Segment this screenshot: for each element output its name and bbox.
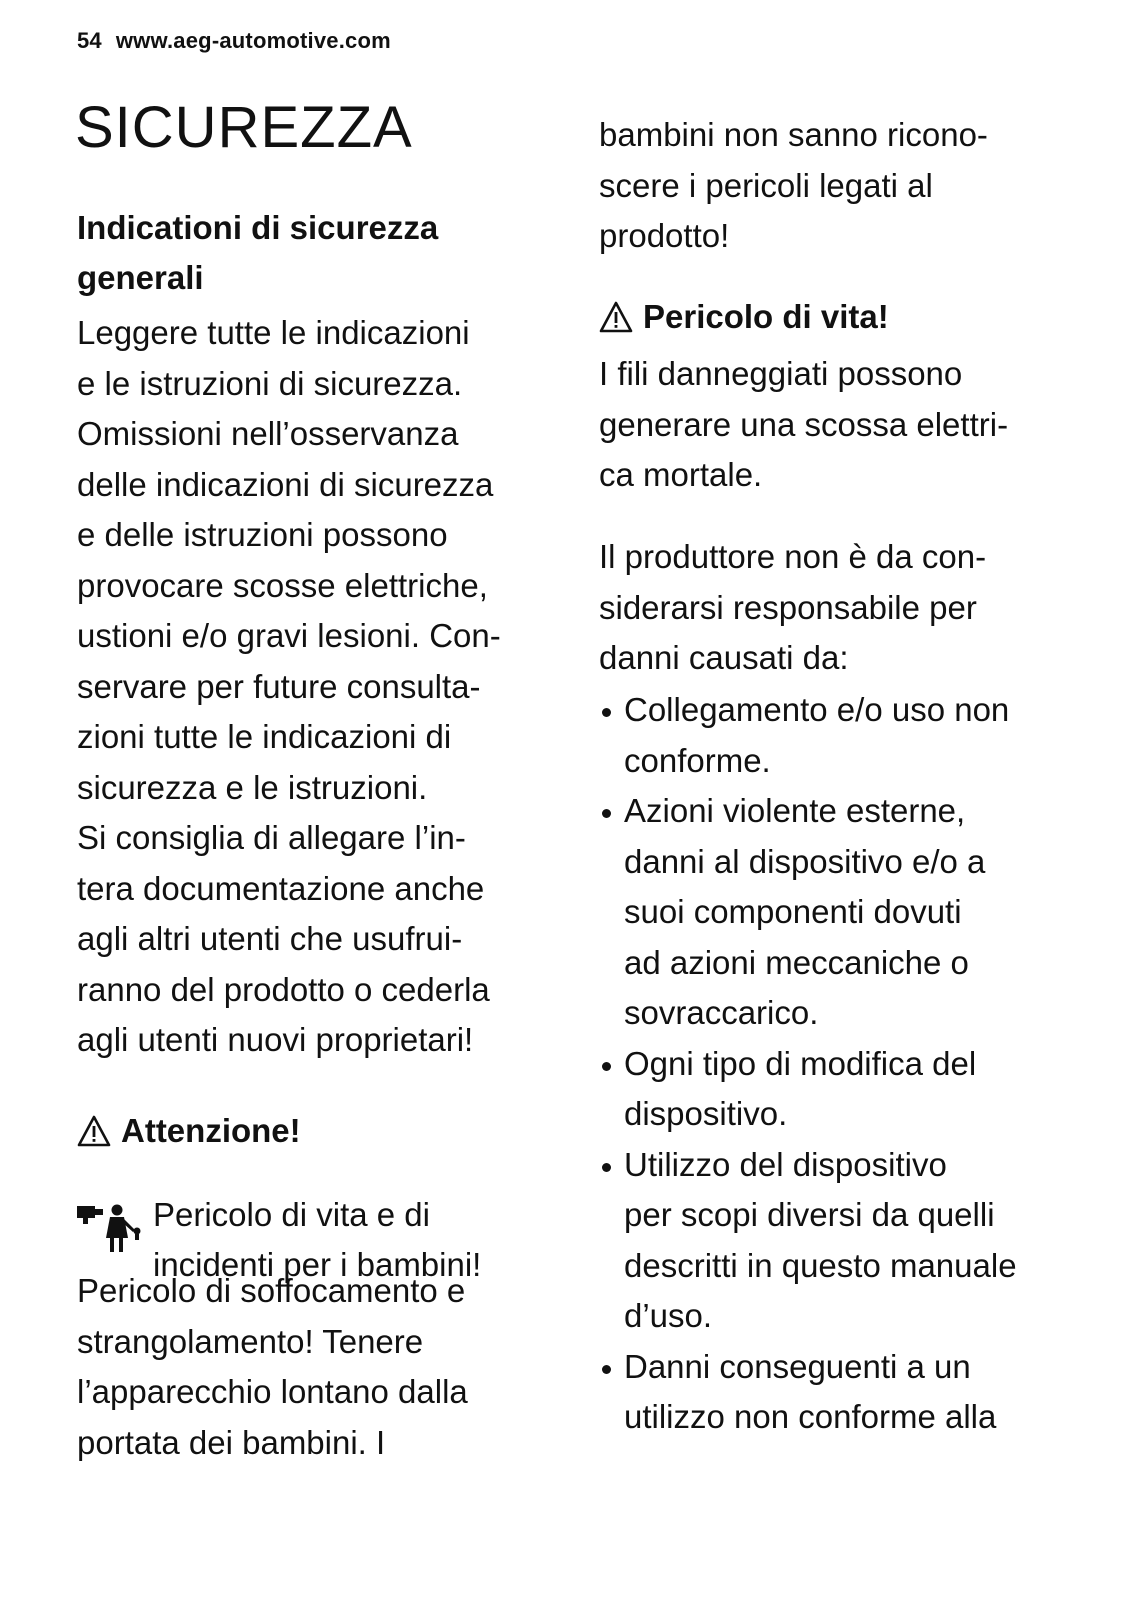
bullet-list (599, 685, 1079, 1443)
text-line: e delle istruzioni possono (77, 516, 448, 553)
paragraph-continued (599, 110, 1079, 262)
text-line: Il produttore non è da con- (599, 538, 987, 575)
list-item (599, 786, 1079, 1039)
paragraph-liability (599, 532, 1079, 684)
header-url: www.aeg-automotive.com (115, 28, 391, 53)
list-item (599, 1140, 1079, 1342)
text-line: tera documentazione anche (77, 869, 485, 907)
paragraph-documentation (77, 813, 557, 1066)
list-item (599, 685, 1079, 786)
section-heading (77, 203, 557, 303)
text-line: bambini non sanno ricono- (599, 116, 988, 153)
paragraph-wires (599, 349, 1079, 501)
text-line: e le istruzioni di sicurezza. (77, 364, 463, 402)
list-item-line: ad azioni meccaniche o (624, 943, 969, 981)
text-line: l’apparecchio lontano dalla (77, 1373, 468, 1410)
text-line: generali (77, 259, 204, 296)
text-line: ca mortale. (599, 456, 763, 493)
text-line: Leggere tutte le indicazioni (77, 314, 470, 351)
warning-attention-heading (77, 1106, 557, 1157)
list-item-line: Danni conseguenti a un (624, 1347, 971, 1385)
list-item-line: dispositivo. (624, 1095, 788, 1132)
list-item-line: utilizzo non conforme alla (624, 1398, 997, 1435)
text-line: generare una scossa elettri- (599, 405, 1009, 443)
text-line: ustioni e/o gravi lesioni. Con- (77, 617, 501, 654)
list-item (599, 1039, 1079, 1140)
text-line: I fili danneggiati possono (599, 355, 963, 392)
text-line: Omissioni nell’osservanza (77, 415, 459, 452)
text-line: scere i pericoli legati al (599, 166, 933, 204)
text-line: ranno del prodotto o cederla (77, 970, 490, 1008)
text-line: portata dei bambini. I (77, 1423, 386, 1461)
warning-danger-heading (599, 292, 1079, 343)
paragraph-intro (77, 308, 557, 813)
list-item-line: Utilizzo del dispositivo (624, 1145, 947, 1183)
list-item-line: Ogni tipo di modifica del (624, 1044, 977, 1082)
list-item-line: descritti in questo manuale (624, 1246, 1017, 1284)
text-line: servare per future consulta- (77, 667, 481, 705)
paragraph-children (77, 1266, 557, 1468)
text-line: zioni tutte le indicazioni di (77, 718, 452, 755)
text-line: delle indicazioni di sicurezza (77, 465, 494, 503)
text-line: siderarsi responsabile per (599, 588, 977, 626)
page-number: 54 (77, 28, 102, 53)
text-line: provocare scosse elettriche, (77, 566, 488, 604)
text-line: Pericolo di vita e di (153, 1196, 430, 1233)
text-line: Si consiglia di allegare l’in- (77, 819, 466, 856)
text-line: Indicationi di sicurezza (77, 209, 439, 246)
warning-danger (599, 292, 1079, 343)
list-item-line: conforme. (624, 741, 771, 779)
warning-attention (77, 1106, 557, 1157)
list-item (599, 1342, 1079, 1443)
list-item-line: sovraccarico. (624, 994, 819, 1031)
list-item-line: per scopi diversi da quelli (624, 1196, 995, 1233)
text-line: danni causati da: (599, 639, 849, 676)
text-line: sicurezza e le istruzioni. (77, 768, 428, 806)
text-line: agli utenti nuovi proprietari! (77, 1021, 474, 1058)
list-item-line: Collegamento e/o uso non (624, 691, 1010, 728)
text-line: agli altri utenti che usufrui- (77, 920, 463, 957)
list-item-line: danni al dispositivo e/o a (624, 842, 986, 880)
warning-danger-label: Pericolo di vita! (643, 298, 889, 335)
page-title: SICUREZZA (75, 95, 413, 160)
warning-triangle-icon (599, 301, 633, 333)
list-item-line: d’uso. (624, 1297, 713, 1334)
list-item-line: suoi componenti dovuti (624, 893, 962, 930)
child-danger-icon (77, 1204, 145, 1264)
text-line: strangolamento! Tenere (77, 1322, 424, 1360)
list-item-line: Azioni violente esterne, (624, 792, 966, 829)
liability-list (599, 685, 1079, 1443)
section-heading-lines (77, 203, 557, 303)
page-header (77, 28, 391, 54)
text-line: incidenti per i bambini! (153, 1246, 482, 1283)
warning-triangle-icon (77, 1115, 111, 1147)
text-line: prodotto! (599, 217, 730, 254)
text-line: Pericolo di soffocamento e (77, 1272, 466, 1309)
warning-attention-label: Attenzione! (121, 1112, 301, 1149)
